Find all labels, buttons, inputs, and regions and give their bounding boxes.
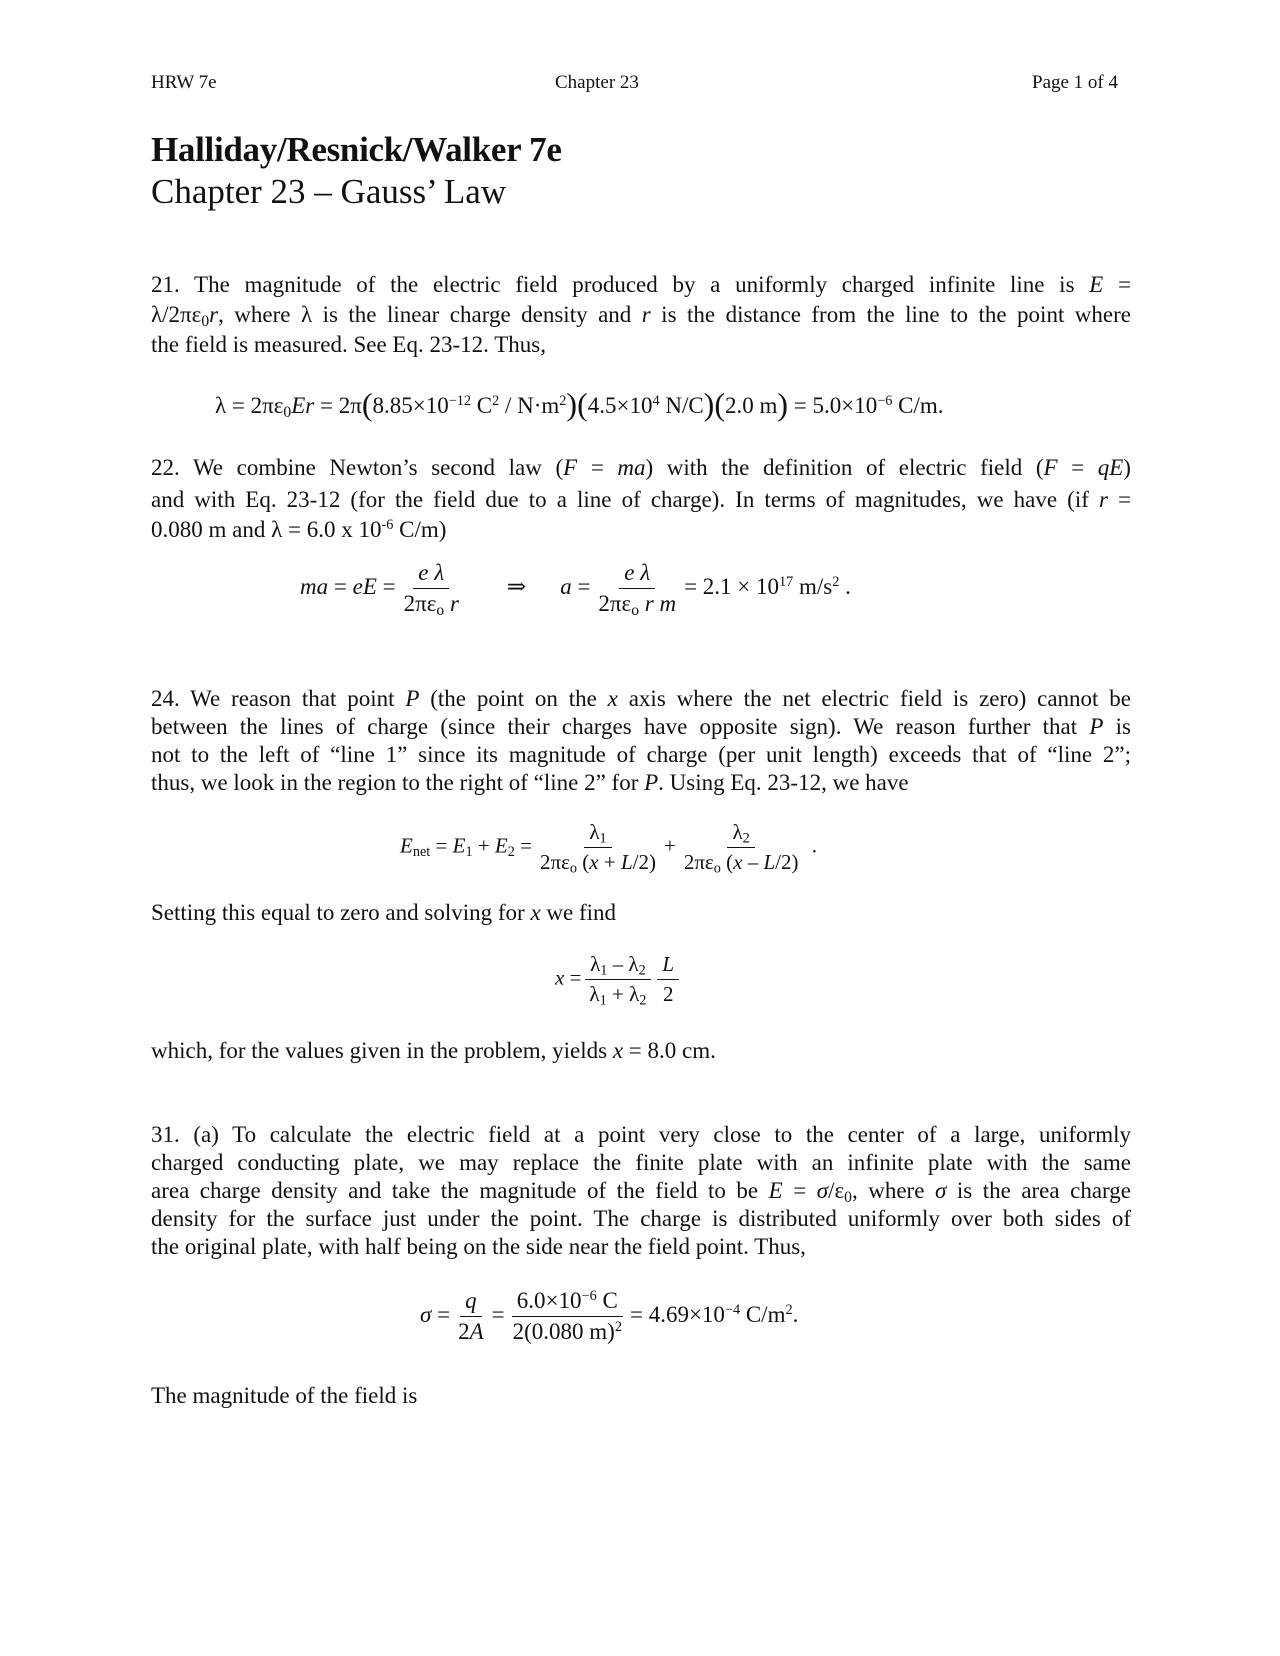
p21-line3: the field is measured. See Eq. 23-12. Thus, — [151, 332, 546, 357]
p24-equation-x: x = $\frac{\lambda_1 - \lambda_2}{\lambda_1 + \lambda_2}$ $\frac{L}{2}$ — [555, 952, 682, 1007]
p31-line3: area charge density and take the magnitude of the field to be $E = \sigma/\varepsilon_0$, where σ is the area charge — [151, 1178, 1131, 1206]
p31-line2: charged conducting plate, we may replace the finite plate with an infinite plate with the same — [151, 1150, 1131, 1175]
p22-line2: and with Eq. 23-12 (for the field due to a line of charge). In terms of magnitudes, we have (if r = — [151, 487, 1131, 512]
p31-line1: 31. (a) To calculate the electric field at a point very close to the center of a large, uniformly — [151, 1122, 1131, 1147]
p31-last-line: The magnitude of the field is — [151, 1383, 418, 1408]
p22-line1: 22. We combine Newton’s second law (F = ma) with the definition of electric field (F = qE) — [151, 455, 1131, 480]
p22-line3: 0.080 m and λ = 6.0 x $10^{-6}$ C/m) — [151, 517, 447, 542]
p24-line2: between the lines of charge (since their charges have opposite sign). We reason further that P is — [151, 714, 1132, 739]
p24-line1: 24. We reason that point P (the point on the x axis where the net electric field is zero) cannot be — [151, 686, 1131, 711]
header-page-number: Page 1 of 4 — [1032, 72, 1119, 93]
document-title: Halliday/Resnick/Walker 7e — [151, 130, 562, 169]
p21-line1: 21. The magnitude of the electric field produced by a uniformly charged infinite line is E = — [151, 272, 1131, 297]
p31-line4: density for the surface just under the point. The charge is distributed uniformly over both sides of — [151, 1206, 1131, 1231]
p21-line2: $\lambda/2\pi\varepsilon_0r$, where λ is the linear charge density and r is the distance from the line to the point where — [151, 302, 1131, 330]
p24-line4: thus, we look in the region to the right of “line 2” for P. Using Eq. 23-12, we have — [151, 770, 909, 795]
p31-line5: the original plate, with half being on the side near the field point. Thus, — [151, 1234, 806, 1259]
p21-equation: $\lambda = 2\pi\varepsilon_0Er = 2\pi(8.85\times 10^{-12}$ $C^2 / N\cdot m^2)(4.5\times 10^4$ N/C)(2.0 $m) = 5.0\times 10^{-6}$ C/m. — [215, 386, 944, 422]
p24-line3: not to the left of “line 1” since its magnitude of charge (per unit length) exceeds that of “line 2”; — [151, 742, 1131, 767]
p24-result-text: which, for the values given in the problem, yields x = 8.0 cm. — [151, 1038, 716, 1063]
p31-equation: σ = $\frac{q}{2A}$ = $\frac{6.0\times 10^{-6} C}{2(0.080 m)^2}$ = $4.69\times 10^{-4}$ $C/m^2$. — [420, 1288, 799, 1344]
p24-setting-text: Setting this equal to zero and solving for x we find — [151, 900, 617, 925]
p22-equation: ma = eE = $\frac{\text{e λ}}{2\pi\varepsilon_o r}$ ⇒ a = $\frac{\text{e λ}}{2\pi\varepsilon_o r m}$ = $2.1 \times 10^{17}$ $m/s^2$ . — [300, 560, 851, 619]
header-center: Chapter 23 — [555, 72, 639, 93]
chapter-subtitle: Chapter 23 – Gauss’ Law — [151, 172, 507, 211]
header-left: HRW 7e — [151, 72, 217, 93]
p24-equation-enet: $E_{net} = E_1 + E_2$ = $\frac{\lambda_1}{2\pi\varepsilon_o (x + L/2)}$ + $\frac{\lambda_2}{2\pi\varepsilon_o (x - L/2)}$ . — [400, 820, 817, 877]
